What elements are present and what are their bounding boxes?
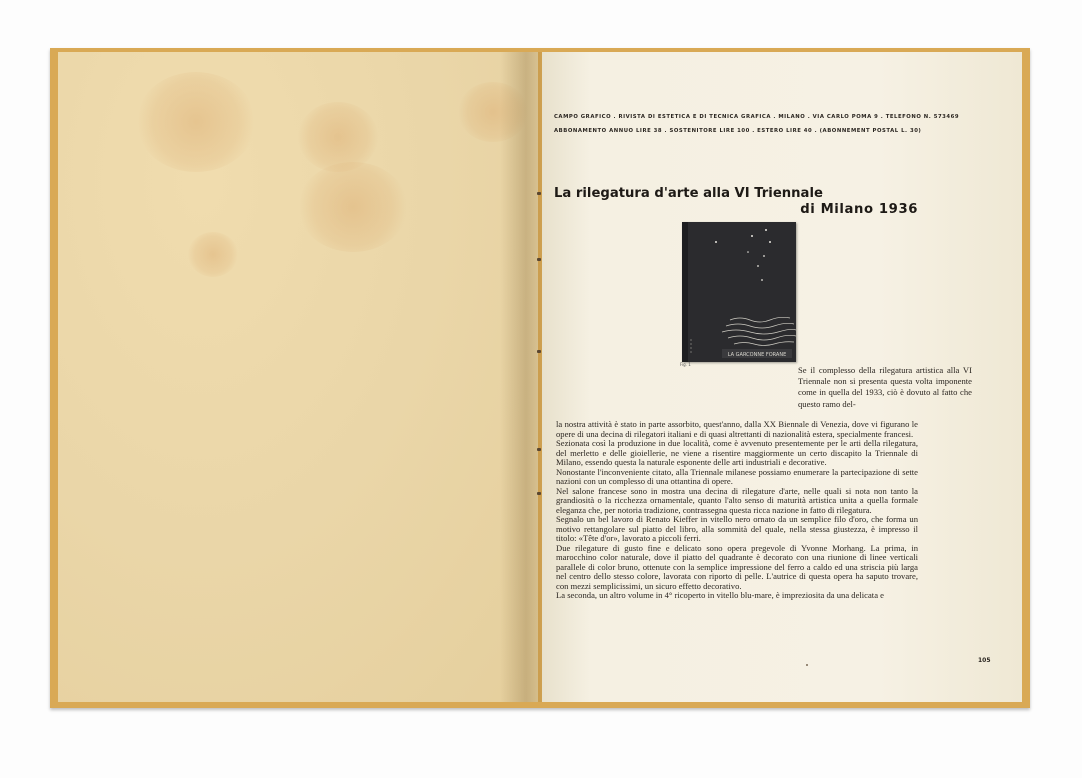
page-number: 105 bbox=[978, 657, 991, 664]
body-paragraph: Nel salone francese sono in mostra una decina di rilegature d'arte, nelle quali si nota non tanto la grandiosità o la ricchezza ornamentale, quanto l'alto senso di maturità artistica unita a quella formale eleganza che, per notoria tradizione, contrassegna questa ricca nazione in fatto di rilegatura. bbox=[556, 485, 918, 515]
article-title-line-1: La rilegatura d'arte alla VI Triennale bbox=[554, 186, 823, 201]
masthead-line-1: CAMPO GRAFICO . RIVISTA DI ESTETICA E DI TECNICA GRAFICA . MILANO . VIA CARLO POMA 9 . TELEFONO N. 573469 bbox=[554, 114, 960, 120]
body-paragraph: la nostra attività è stato in parte assorbito, quest'anno, dalla XX Biennale di Venezia, dove vi figurano le opere di una decina di rilegatori italiani e di quasi altrettanti di nazionalità estera, specialmente francesi. bbox=[556, 419, 918, 439]
stain bbox=[188, 232, 238, 277]
body-paragraph: La seconda, un altro volume in 4° ricoperto in vitello blu-mare, è impreziosita da una delicata e bbox=[556, 590, 884, 600]
binding-stitch bbox=[537, 448, 541, 451]
masthead bbox=[554, 110, 1004, 138]
masthead-line-2: ABBONAMENTO ANNUO LIRE 38 . SOSTENITORE LIRE 100 . ESTERO LIRE 40 . (ABONNEMENT POSTAL L. 30) bbox=[554, 128, 922, 134]
stain bbox=[136, 72, 256, 172]
left-page bbox=[58, 52, 538, 702]
stain bbox=[298, 102, 378, 172]
binding-stitch bbox=[537, 192, 541, 195]
page-speck bbox=[806, 664, 808, 666]
stain bbox=[298, 162, 408, 252]
binding-stitch bbox=[537, 492, 541, 495]
body-paragraph: Sezionata così la produzione in due località, come è avvenuto presentemente per le arti della rilegatura, del merletto e delle gioiellerie, ne viene a risentire maggiormente un certo discapito la Triennale di Milano, essendo questa la naturale esponente delle arti industriali e decorative. bbox=[556, 438, 918, 467]
body-paragraph: Due rilegature di gusto fine e delicato sono opera pregevole di Yvonne Morhang. La prima, in marocchino color naturale, dove il piatto del quadrante è decorato con una riunione di linee verticali parallele di color bruno, ottenute con la semplice impressione del ferro a caldo ed una striscia più larga nel centro dello stesso colore, lavorata con riporto di pelle. L'autrice di questa opera ha saputo trovare, con mezzi semplicissimi, un sicuro effetto decorativo. bbox=[556, 542, 918, 591]
right-page bbox=[542, 52, 1022, 702]
article-title-line-2: di Milano 1936 bbox=[800, 202, 918, 217]
binding-stitch bbox=[537, 350, 541, 353]
body-paragraph: Segnalo un bel lavoro di Renato Kieffer in vitello nero ornato da un semplice filo d'oro, che forma un motivo rettangolare sul piatto del libro, alla sommità del quale, nella stessa giustezza, è impresso il titolo: «Tête d'or», lavorato a piccoli ferri. bbox=[556, 514, 918, 543]
book-cover-artwork bbox=[682, 222, 796, 362]
body-paragraph: Nonostante l'inconveniente citato, alla Triennale milanese possiamo enumerare la partecipazione di sette nazioni con un complesso di una ottantina di opere. bbox=[556, 466, 918, 486]
binding-stitch bbox=[537, 258, 541, 261]
article-body bbox=[556, 420, 918, 601]
book-cover-title: LA GARCONNE FORANE bbox=[727, 352, 787, 358]
figure-caption: Fig. 1 bbox=[680, 362, 691, 367]
intro-paragraph: Se il complesso della rilegatura artistica alla VI Triennale non si presenta questa volta imponente come in quella del 1933, ciò è dovuto al fatto che questo ramo del- bbox=[798, 365, 972, 409]
book-cover-image bbox=[682, 222, 796, 362]
